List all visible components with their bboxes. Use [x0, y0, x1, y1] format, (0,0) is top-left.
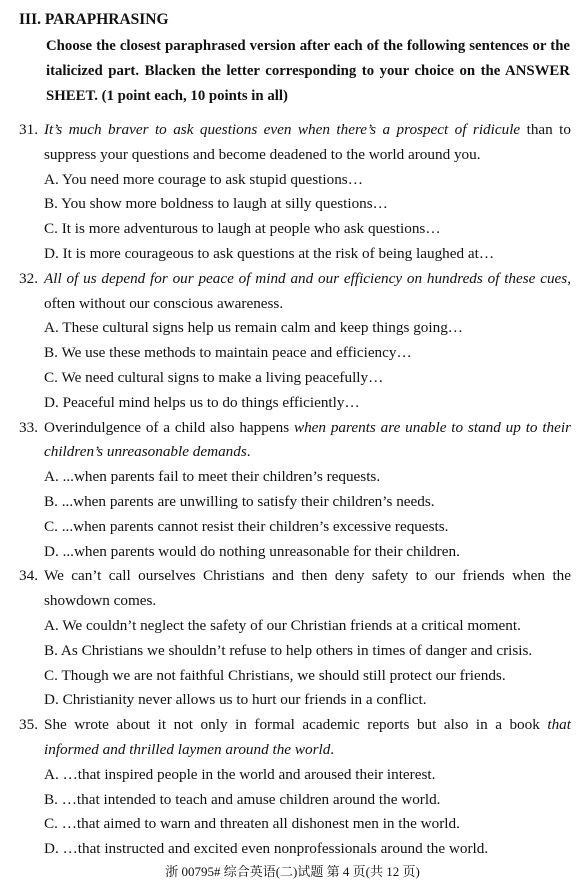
option-letter: D. — [44, 393, 59, 411]
option-text: It is more adventurous to laugh at people who ask questions… — [61, 220, 441, 238]
option-text: Peaceful mind helps us to do things efficiently… — [62, 393, 360, 411]
option-letter: C. — [44, 220, 58, 238]
option-text: Though we are not faithful Christians, we should still protect our friends. — [61, 666, 506, 684]
stem-text: She wrote about it not only in formal academic reports but also in a book — [44, 716, 548, 734]
stem-italic-text: that informed and thrilled laymen around the world — [44, 716, 571, 758]
option-letter: C. — [44, 666, 58, 684]
answer-option — [44, 316, 574, 341]
question-item — [0, 564, 585, 713]
question-item — [0, 713, 585, 862]
answer-option — [44, 812, 574, 837]
option-letter: B. — [44, 195, 58, 213]
option-text: We use these methods to maintain peace and efficiency… — [61, 344, 412, 362]
option-text: We need cultural signs to make a living peacefully… — [61, 368, 384, 386]
option-text: ...when parents cannot resist their children’s excessive requests. — [61, 517, 449, 535]
stem-italic-text: when parents are unable to stand up to their children’s unreasonable demands — [44, 418, 572, 461]
stem-text: than to suppress your questions and become deadened to the world around you. — [44, 121, 571, 163]
answer-option — [44, 540, 574, 565]
stem-text: , often without our conscious awareness. — [44, 269, 571, 312]
option-letter: D. — [44, 691, 59, 709]
answer-option — [44, 639, 574, 664]
section-title: III. PARAPHRASING — [19, 11, 169, 28]
question-number: 31. — [19, 121, 38, 138]
option-text: As Christians we shouldn’t refuse to help others in times of danger and crisis. — [60, 641, 533, 659]
option-text: Christianity never allows us to hurt our friends in a conflict. — [62, 691, 427, 709]
question-item — [0, 267, 585, 416]
question-stem — [19, 267, 571, 317]
question-stem — [19, 416, 572, 466]
question-number: 33. — [19, 418, 38, 436]
option-text: …that instructed and excited even nonprofessionals around the world. — [62, 840, 489, 858]
option-letter: A. — [44, 170, 59, 188]
stem-text: We can’t call ourselves Christians and then deny safety to our friends when the showdown comes. — [44, 567, 571, 610]
question-stem — [19, 713, 571, 763]
option-letter: A. — [44, 468, 59, 486]
option-letter: A. — [44, 616, 59, 634]
answer-option — [44, 515, 574, 540]
option-letter: C. — [44, 517, 58, 535]
stem-italic-text: All of us depend for our peace of mind and our efficiency on hundreds of these cues — [44, 269, 568, 287]
option-text: ...when parents would do nothing unreasonable for their children. — [62, 542, 460, 560]
answer-option — [44, 217, 574, 242]
option-letter: C. — [44, 368, 58, 386]
option-text: You need more courage to ask stupid questions… — [62, 170, 363, 188]
section-instructions: Choose the closest paraphrased version after each of the following sentences or the italicized part. Blacken the letter corresponding to your choice on the ANSWER SHEET. (1 point each, 10 points in all) — [46, 38, 570, 104]
option-letter: A. — [44, 319, 59, 337]
option-letter: D. — [44, 840, 59, 858]
option-text: …that inspired people in the world and aroused their interest. — [62, 765, 436, 783]
question-stem — [19, 564, 571, 614]
question-number: 34. — [19, 567, 38, 585]
option-text: We couldn’t neglect the safety of our Christian friends at a critical moment. — [62, 616, 521, 634]
answer-option — [44, 664, 574, 689]
option-text: …that aimed to warn and threaten all dishonest men in the world. — [61, 815, 460, 833]
option-text: You show more boldness to laugh at silly questions… — [61, 195, 388, 213]
answer-option — [44, 341, 574, 366]
question-number: 32. — [19, 269, 38, 287]
option-letter: C. — [44, 815, 58, 833]
answer-option — [44, 391, 574, 416]
answer-option — [44, 688, 574, 713]
stem-text: . — [330, 740, 335, 758]
stem-italic-text: It’s much braver to ask questions even when there’s a prospect of ridicule — [44, 121, 521, 138]
option-text: These cultural signs help us remain calm and keep things going… — [62, 319, 463, 337]
question-stem — [19, 118, 571, 168]
option-text: ...when parents are unwilling to satisfy their children’s needs. — [61, 492, 435, 510]
option-letter: B. — [44, 790, 58, 808]
option-letter: B. — [44, 641, 58, 659]
option-text: ...when parents fail to meet their children’s requests. — [62, 468, 381, 486]
answer-option — [44, 788, 574, 813]
answer-option — [44, 366, 574, 391]
question-number: 35. — [19, 716, 38, 734]
answer-option — [44, 614, 574, 639]
question-item — [0, 118, 585, 267]
option-letter: A. — [44, 765, 59, 783]
option-text: …that intended to teach and amuse children around the world. — [61, 790, 441, 808]
option-letter: B. — [44, 492, 58, 510]
stem-text: Overindulgence of a child also happens — [44, 418, 294, 436]
answer-option — [44, 465, 574, 490]
answer-option — [44, 837, 574, 862]
stem-text: . — [246, 443, 251, 461]
question-item — [0, 416, 585, 565]
answer-option — [44, 242, 574, 267]
answer-option — [44, 192, 574, 217]
answer-option — [44, 490, 574, 515]
answer-option — [44, 763, 574, 788]
option-text: It is more courageous to ask questions at the risk of being laughed at… — [62, 244, 495, 262]
question-list — [0, 118, 585, 862]
answer-option — [44, 168, 574, 193]
option-letter: D. — [44, 542, 59, 560]
option-letter: D. — [44, 244, 59, 262]
option-letter: B. — [44, 344, 58, 362]
page-footer: 浙 00795# 综合英语(二)试题 第 4 页(共 12 页) — [165, 864, 420, 879]
